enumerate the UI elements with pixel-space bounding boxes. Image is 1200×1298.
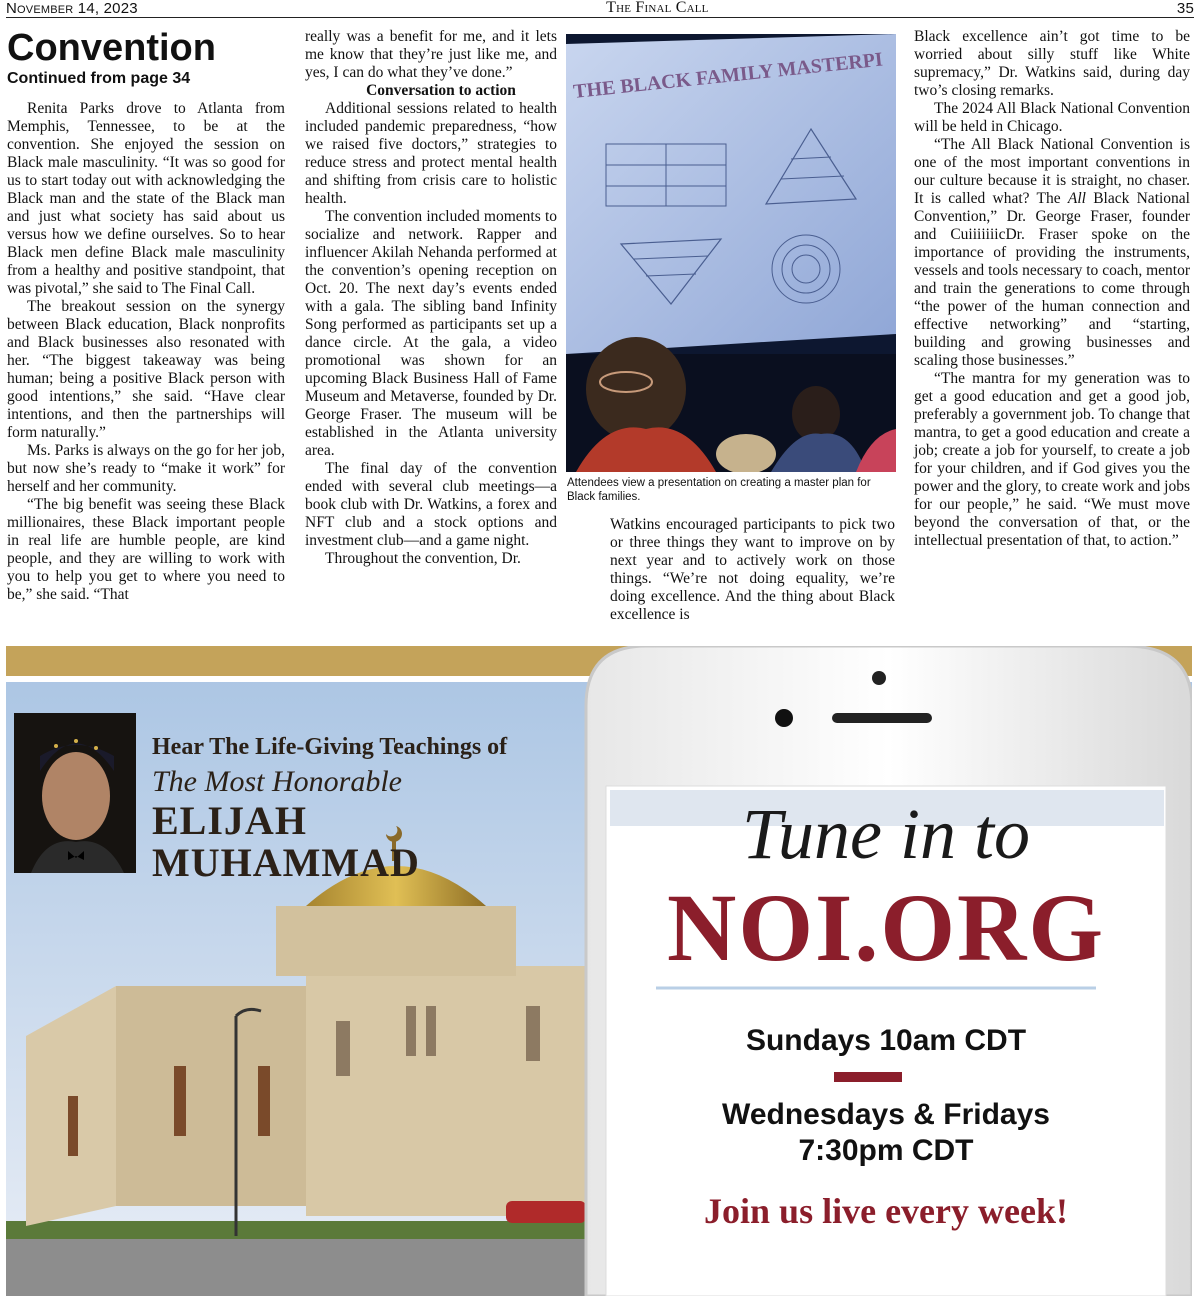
paragraph: really was a benefit for me, and it lets me know that they’re just like me, and yes, I can do what they’ve done.” xyxy=(305,28,557,81)
attendee-head xyxy=(586,337,686,441)
weekday-schedule: Wednesdays & Fridays xyxy=(722,1098,1050,1131)
article-column-1 xyxy=(7,28,285,604)
paragraph: The final day of the convention ended with several club meetings—a book club with Dr. Watkins, a forex and NFT club and a stock options and investment club—and a game night. xyxy=(305,460,557,549)
phone-camera xyxy=(872,671,886,685)
page-header xyxy=(6,0,1194,18)
paragraph: Ms. Parks is always on the go for her job, but now she’s ready to “make it work” for herself and her community. xyxy=(7,442,285,495)
join-live-cta: Join us live every week! xyxy=(704,1191,1068,1231)
tune-in-text: Tune in to xyxy=(741,794,1031,874)
noi-advertisement xyxy=(6,646,1192,1296)
paragraph: Watkins encouraged participants to pick two or three things they want to improve on by next year and to actively work on those things. “We’re not doing equality, we’re doing excellence. And the thing about Black excellence is xyxy=(610,516,895,623)
noi-org-link[interactable]: NOI.ORG xyxy=(666,874,1106,981)
mosque-building xyxy=(116,986,306,1206)
paragraph: Renita Parks drove to Atlanta from Memphis, Tennessee, to be at the convention. She enjoyed the session on Black male masculinity. “It was so good for us to start today out with acknowledging the Black man and the state of the Black man and just what society has said about us versus how we define ourselves. So to hear Black men define Black male masculinity from a healthy and positive standpoint, that was pivotal,” she said to The Final Call. xyxy=(7,100,285,297)
article-column-3 xyxy=(610,516,895,624)
paragraph: “The mantra for my generation was to get a good education and get a good job, preferably a government job. To change that mantra, to get a good education and create a job; create a job for yourself, to create a job for your children, and if God gives you the power and the glory, to create work and jobs for our people,” he said. “We must move beyond the conversation of that, or the intellectual presentation of that, to action.” xyxy=(914,370,1190,549)
paragraph: The breakout session on the synergy between Black education, Black nonprofits and Black businesses also resonated with her. “The biggest takeaway was being human; being a positive Black person with good intentions,” she said. “Have clear intentions, and then the partnerships will form naturally.” xyxy=(7,298,285,441)
publication-name: The Final Call xyxy=(606,0,709,16)
ad-line-muhammad: MUHAMMAD xyxy=(152,840,420,885)
phone-screen-content xyxy=(606,790,1166,1232)
paragraph: “The big benefit was seeing these Black millionaires, these Black important people in real life are humble people, are kind people, and they are willing to work with you to help you get to where you need to be,” she said. “That xyxy=(7,496,285,603)
paragraph xyxy=(914,136,1190,370)
paragraph: Additional sessions related to health included pandemic preparedness, “how we raised five doctors,” strategies to reduce stress and protect mental health and shifting from crisis care to holistic health. xyxy=(305,100,557,207)
ad-line-hear: Hear The Life-Giving Teachings of xyxy=(152,734,508,760)
issue-date: November 14, 2023 xyxy=(6,0,138,17)
article-column-4 xyxy=(914,28,1190,550)
sunday-schedule: Sundays 10am CDT xyxy=(745,1024,1027,1057)
article-headline: Convention xyxy=(7,27,216,69)
section-subhead: Conversation to action xyxy=(366,82,516,99)
ad-headline-block xyxy=(152,734,507,883)
photo-illustration xyxy=(566,34,896,472)
paragraph: The convention included moments to socialize and network. Rapper and influencer Akilah Nehanda performed at the convention’s opening reception on Oct. 20. The next day’s events ended with a gala. The sibling band Infinity Song performed as participants set up a dance circle. At the gala, a video promotional was shown for an upcoming Black Business Hall of Fame Museum and Metaverse, founded by Dr. George Fraser. The museum will be established in the Atlanta university area. xyxy=(305,208,557,459)
continued-note: Continued from page 34 xyxy=(7,70,191,87)
paragraph: Throughout the convention, Dr. xyxy=(325,550,521,567)
paragraph: The 2024 All Black National Convention will be held in Chicago. xyxy=(914,100,1190,135)
ad-line-elijah: ELIJAH xyxy=(152,798,307,843)
screen-title: THE BLACK FAMILY MASTERPI xyxy=(572,48,884,103)
weekday-time: 7:30pm CDT xyxy=(798,1134,974,1167)
paragraph: Black excellence ain’t got time to be worried about silly stuff like White supremacy,” Dr. Watkins said, during day two’s closing remarks. xyxy=(914,28,1190,99)
ad-line-honorable: The Most Honorable xyxy=(152,765,402,798)
photo-caption: Attendees view a presentation on creating a master plan for Black families. xyxy=(567,477,871,503)
emphasis: All xyxy=(1067,190,1086,207)
phone-speaker xyxy=(832,713,932,723)
text-run: Black National Convention,” Dr. George Fraser, founder and CuiiiiiiicDr. Fraser spoke on the importance of providing the instruments, vessels and tools necessary to coach, mentor and train the generations to come through “the power of the human connection and effective networking” and “starting, building and growing businesses and scaling those businesses.” xyxy=(914,190,1190,369)
presentation-photo xyxy=(566,34,896,472)
page-number: 35 xyxy=(1176,0,1194,17)
article-column-2 xyxy=(305,28,557,568)
hedge xyxy=(6,1221,606,1239)
text-run: “The All Black National Convention is one of the most important conventions in our culture because it is straight, no chaser. It is called what? The xyxy=(914,136,1190,207)
